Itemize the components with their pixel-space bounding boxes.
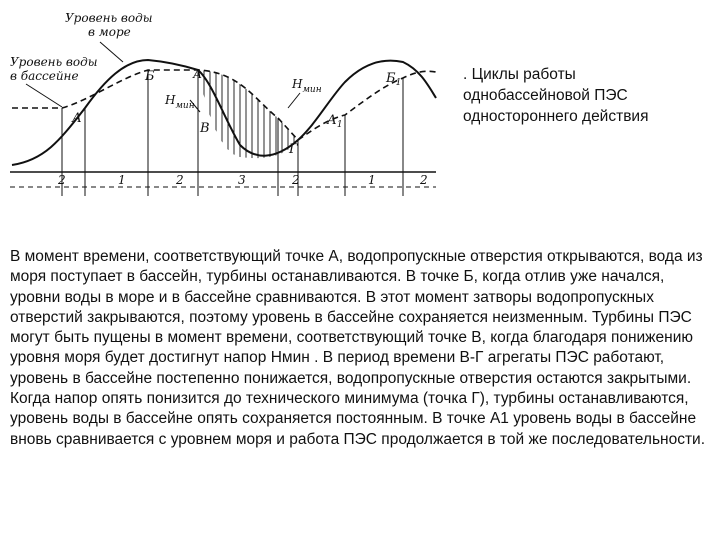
sea-label-leader (100, 42, 123, 62)
point-a-label: А (72, 111, 82, 126)
sea-level-label: Уровень воды в море (65, 11, 153, 39)
hmin-left-label: $H_{мин}$ (165, 93, 195, 111)
hmin-leader-right (288, 93, 300, 108)
phase-label: 1 (118, 173, 126, 187)
point-b-label: Б (145, 69, 155, 84)
phase-labels (57, 173, 428, 187)
phase-label: 2 (292, 173, 300, 187)
phase-label: 1 (368, 173, 376, 187)
phase-label: 2 (176, 173, 184, 187)
phase-label: 3 (238, 173, 246, 187)
hmin-right-label: $H_{мин}$ (292, 77, 322, 95)
body-paragraph: В момент времени, соответствующий точке А, водопропускные отверстия открываются, вода из моря поступает в бассейн, турбины останавливаются. В точке Б, когда отлив уже начался, уровни воды в море и в бассейне сравниваются. В этот момент затворы водопропускных отверстий закрываются, поэтому уровень в бассейне сохраняется неизменным. Турбины ПЭС могут быть пущены в момент времени, соответствующий точке В, когда благодаря понижению уровня моря будет достигнут напор Нмин . В период времени В-Г агрегаты ПЭС работают, уровень в бассейне постепенно понижается, водопропускные отверстия остаются закрытыми. Когда напор опять понизится до технического минимума (точка Г), турбины останавливаются, уровень воды в бассейне опять сохраняется постоянным. В точке А1 уровень воды в бассейне вновь сравнивается с уровнем моря и работа ПЭС продолжается в той же последовательности. (10, 248, 706, 448)
point-v-label: В (200, 121, 210, 136)
point-a1-label: $А_1$ (327, 113, 343, 130)
point-b-top-label: А (193, 67, 203, 81)
phase-label: 2 (58, 173, 66, 187)
basin-label-leader (26, 84, 62, 107)
basin-level-label: Уровень воды в бассейне (10, 55, 98, 83)
point-g-label: Г (289, 142, 298, 157)
working-zone-hatch (204, 60, 294, 170)
phase-label: 2 (420, 173, 428, 187)
point-b1-label: $Б_1$ (386, 71, 402, 88)
figure-caption: . Циклы работы однобассейновой ПЭС одностороннего действия (463, 66, 649, 125)
